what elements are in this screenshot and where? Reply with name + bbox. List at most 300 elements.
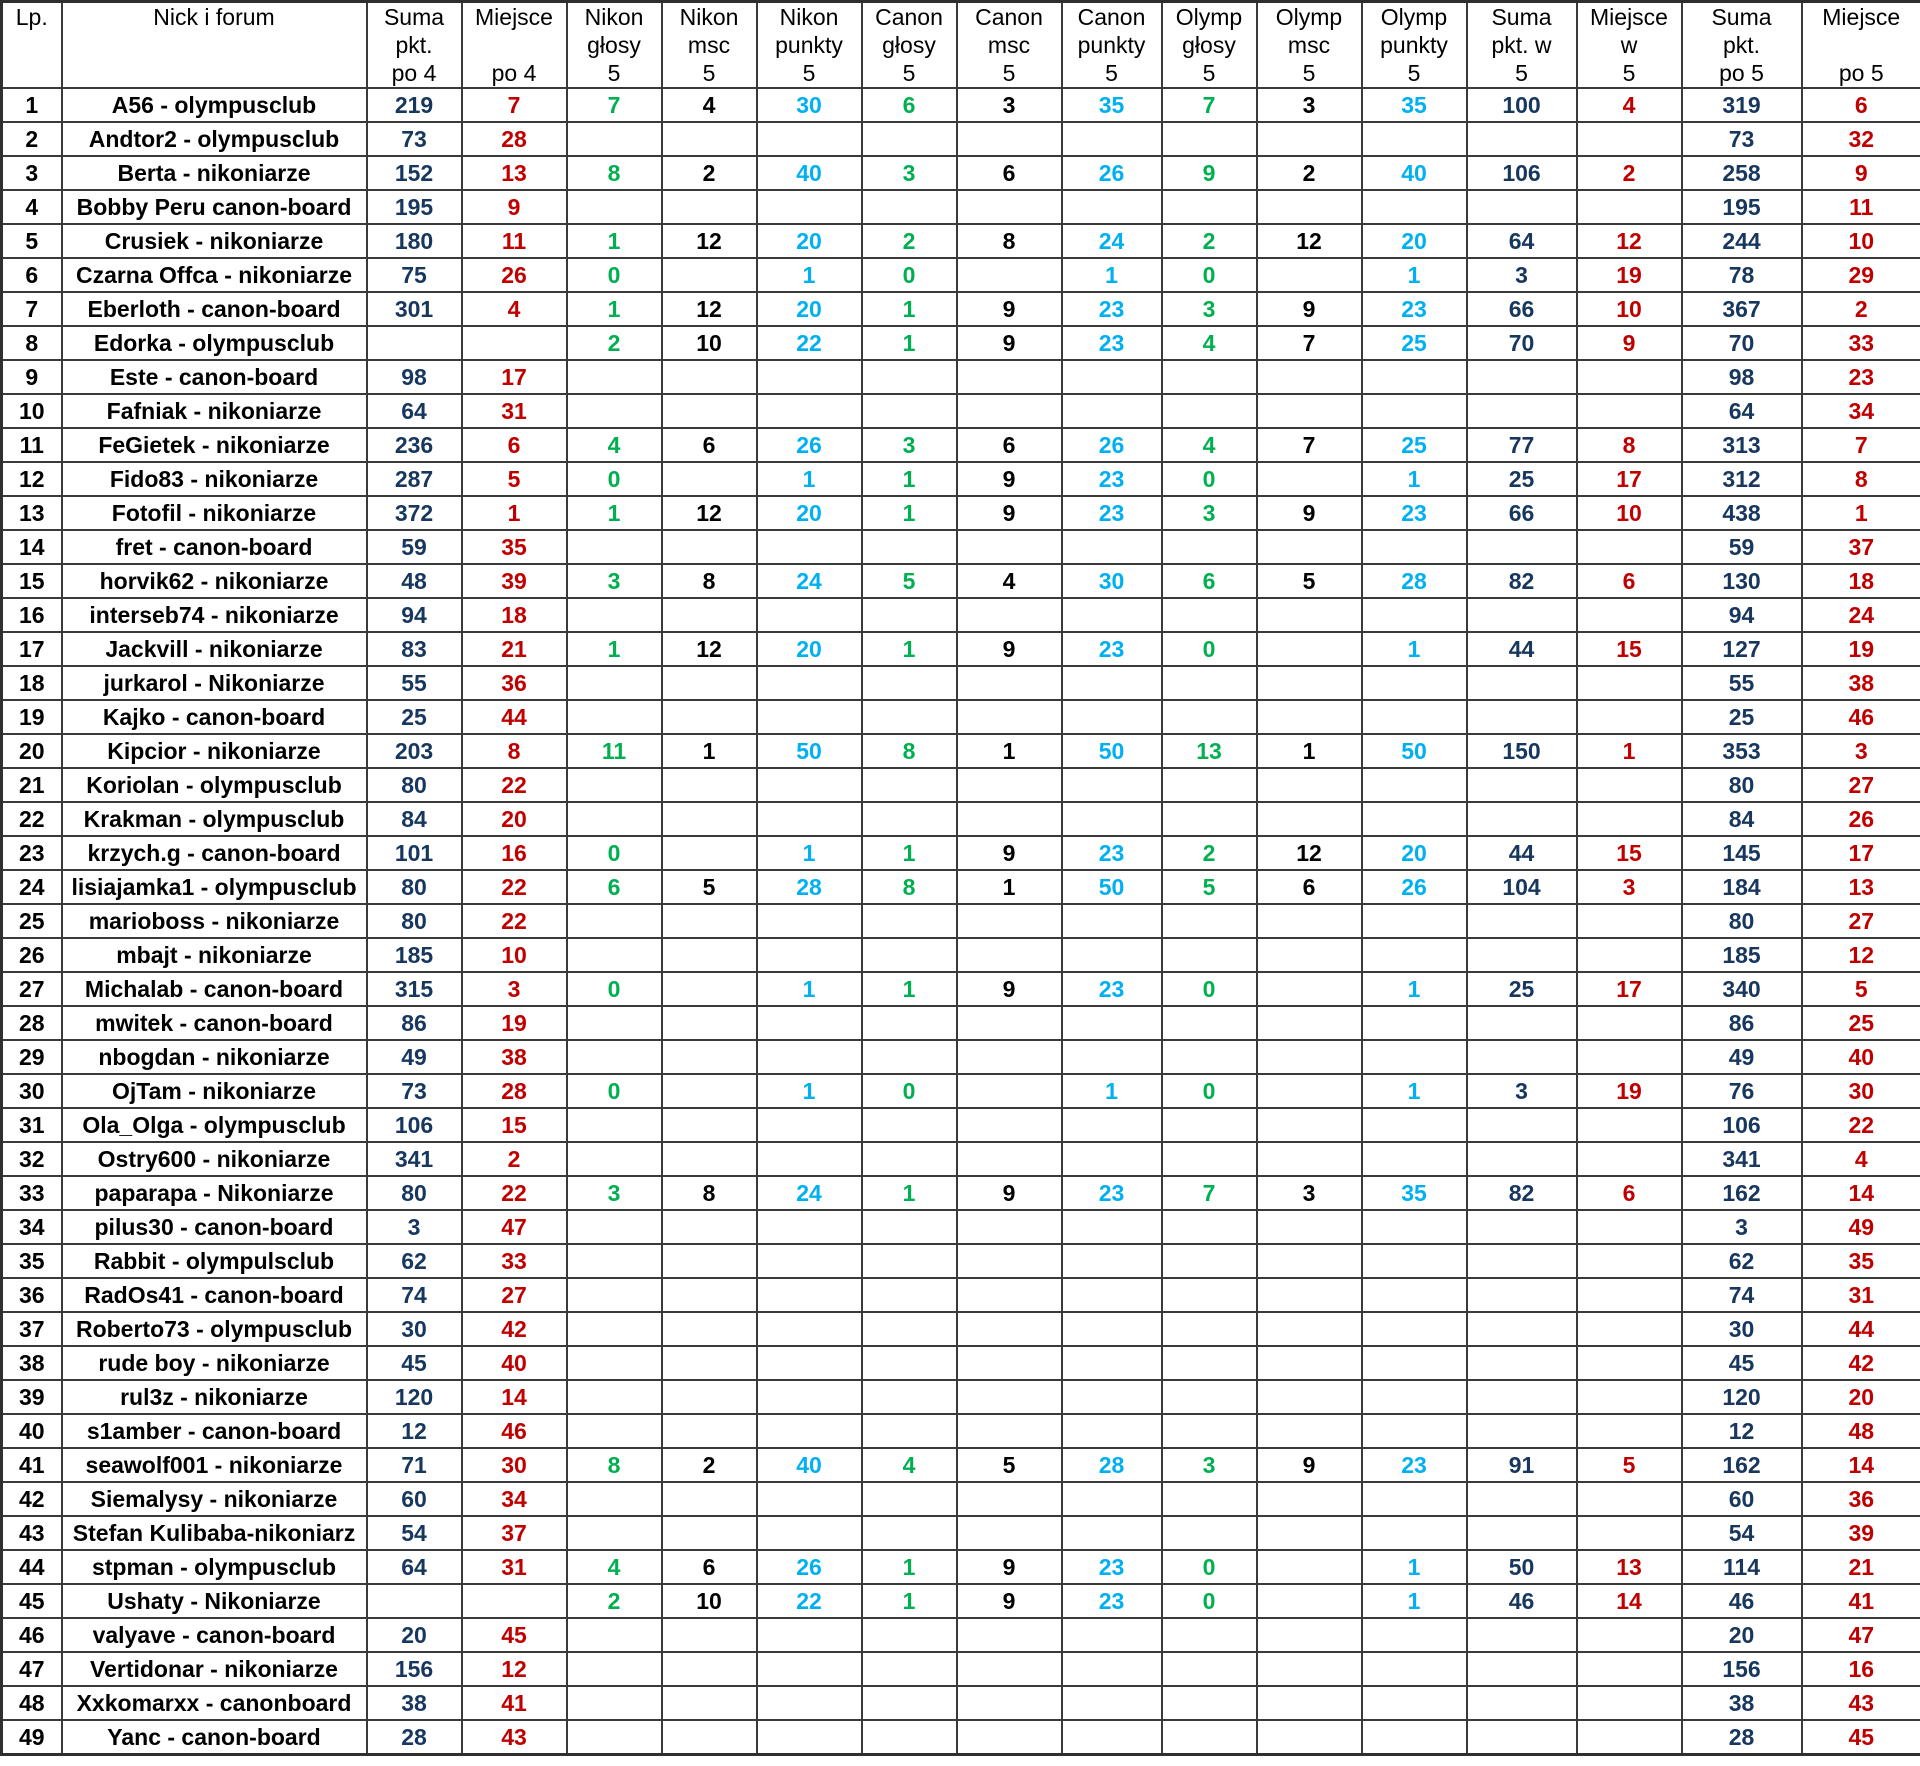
- header-line: Olymp: [1175, 4, 1243, 30]
- cell-mpo5: 31: [1802, 1278, 1920, 1312]
- cell-og: [1162, 1210, 1257, 1244]
- cell-mw5: 2: [1577, 156, 1682, 190]
- cell-nick: OjTam - nikoniarze: [62, 1074, 367, 1108]
- cell-sw5: 50: [1467, 1550, 1577, 1584]
- header-line: głosy: [587, 32, 641, 58]
- cell-cg: 1: [862, 1584, 957, 1618]
- cell-sw5: [1467, 904, 1577, 938]
- cell-spo5: 74: [1682, 1278, 1802, 1312]
- cell-nm: 8: [662, 1176, 757, 1210]
- cell-mpo5: 42: [1802, 1346, 1920, 1380]
- cell-lp: 1: [2, 88, 62, 122]
- cell-cg: 6: [862, 88, 957, 122]
- cell-cm: [957, 1312, 1062, 1346]
- cell-lp: 8: [2, 326, 62, 360]
- cell-op: [1362, 768, 1467, 802]
- cell-mw5: [1577, 1346, 1682, 1380]
- cell-spo5: 80: [1682, 904, 1802, 938]
- cell-ng: 0: [567, 972, 662, 1006]
- cell-sw5: [1467, 122, 1577, 156]
- cell-np: 24: [757, 564, 862, 598]
- cell-nick: fret - canon-board: [62, 530, 367, 564]
- cell-nick: interseb74 - nikoniarze: [62, 598, 367, 632]
- table-row: [2, 1210, 1920, 1244]
- column-header-m4: [462, 2, 567, 89]
- cell-ng: [567, 666, 662, 700]
- cell-m4: 45: [462, 1618, 567, 1652]
- cell-mpo5: 16: [1802, 1652, 1920, 1686]
- cell-mw5: [1577, 530, 1682, 564]
- cell-op: [1362, 1686, 1467, 1720]
- table-row: [2, 292, 1920, 326]
- cell-cg: [862, 394, 957, 428]
- cell-spo5: 145: [1682, 836, 1802, 870]
- column-header-cm: [957, 2, 1062, 89]
- cell-mpo5: 11: [1802, 190, 1920, 224]
- cell-cm: [957, 700, 1062, 734]
- cell-og: [1162, 190, 1257, 224]
- cell-spo5: 45: [1682, 1346, 1802, 1380]
- cell-cp: [1062, 530, 1162, 564]
- cell-suma4: 38: [367, 1686, 462, 1720]
- cell-cp: [1062, 598, 1162, 632]
- cell-np: 40: [757, 156, 862, 190]
- cell-nm: [662, 802, 757, 836]
- cell-spo5: 59: [1682, 530, 1802, 564]
- cell-mw5: [1577, 1278, 1682, 1312]
- cell-suma4: 73: [367, 1074, 462, 1108]
- cell-cg: 8: [862, 870, 957, 904]
- cell-mw5: [1577, 666, 1682, 700]
- cell-og: 9: [1162, 156, 1257, 190]
- header-line: w: [1620, 32, 1638, 58]
- header-line: msc: [987, 32, 1031, 58]
- cell-nm: 12: [662, 224, 757, 258]
- cell-op: [1362, 530, 1467, 564]
- cell-op: [1362, 1312, 1467, 1346]
- cell-og: [1162, 1278, 1257, 1312]
- cell-ng: 3: [567, 564, 662, 598]
- cell-cp: [1062, 1312, 1162, 1346]
- header-line: pkt. w: [1491, 32, 1552, 58]
- cell-cm: 9: [957, 1550, 1062, 1584]
- header-line: punkty: [1077, 32, 1146, 58]
- cell-sw5: 44: [1467, 836, 1577, 870]
- cell-og: 0: [1162, 632, 1257, 666]
- cell-cg: 0: [862, 1074, 957, 1108]
- cell-om: [1257, 1516, 1362, 1550]
- column-header-cg: [862, 2, 957, 89]
- cell-cp: [1062, 1618, 1162, 1652]
- column-header-mw5: [1577, 2, 1682, 89]
- cell-mpo5: 37: [1802, 530, 1920, 564]
- cell-nick: Andtor2 - olympusclub: [62, 122, 367, 156]
- cell-om: 9: [1257, 292, 1362, 326]
- cell-m4: 41: [462, 1686, 567, 1720]
- cell-nm: 1: [662, 734, 757, 768]
- cell-nick: Fafniak - nikoniarze: [62, 394, 367, 428]
- cell-ng: 1: [567, 632, 662, 666]
- cell-np: [757, 1108, 862, 1142]
- cell-op: [1362, 700, 1467, 734]
- cell-cm: [957, 1244, 1062, 1278]
- cell-cm: [957, 904, 1062, 938]
- cell-ng: [567, 1244, 662, 1278]
- cell-m4: 6: [462, 428, 567, 462]
- cell-suma4: 12: [367, 1414, 462, 1448]
- cell-nick: Crusiek - nikoniarze: [62, 224, 367, 258]
- cell-op: [1362, 1244, 1467, 1278]
- cell-nick: seawolf001 - nikoniarze: [62, 1448, 367, 1482]
- cell-cg: 5: [862, 564, 957, 598]
- cell-cp: 1: [1062, 1074, 1162, 1108]
- header-line: Canon: [875, 4, 943, 30]
- cell-m4: 9: [462, 190, 567, 224]
- cell-np: 20: [757, 496, 862, 530]
- cell-cg: 1: [862, 292, 957, 326]
- cell-mpo5: 7: [1802, 428, 1920, 462]
- cell-nm: [662, 1482, 757, 1516]
- cell-ng: [567, 598, 662, 632]
- table-row: [2, 1584, 1920, 1618]
- cell-suma4: 341: [367, 1142, 462, 1176]
- cell-mpo5: 24: [1802, 598, 1920, 632]
- cell-mw5: 10: [1577, 496, 1682, 530]
- cell-og: 0: [1162, 258, 1257, 292]
- cell-om: [1257, 1108, 1362, 1142]
- cell-nick: Rabbit - olympulsclub: [62, 1244, 367, 1278]
- cell-spo5: 12: [1682, 1414, 1802, 1448]
- cell-sw5: [1467, 1312, 1577, 1346]
- cell-suma4: 101: [367, 836, 462, 870]
- cell-np: 28: [757, 870, 862, 904]
- header-line: Canon: [1077, 4, 1146, 30]
- cell-op: 25: [1362, 428, 1467, 462]
- cell-op: [1362, 1346, 1467, 1380]
- cell-m4: 2: [462, 1142, 567, 1176]
- cell-lp: 48: [2, 1686, 62, 1720]
- cell-og: 0: [1162, 1550, 1257, 1584]
- cell-m4: 33: [462, 1244, 567, 1278]
- cell-cm: [957, 530, 1062, 564]
- header-line: Suma: [1711, 4, 1772, 30]
- cell-m4: 34: [462, 1482, 567, 1516]
- cell-mpo5: 6: [1802, 88, 1920, 122]
- cell-mpo5: 26: [1802, 802, 1920, 836]
- cell-ng: 3: [567, 1176, 662, 1210]
- table-row: [2, 1108, 1920, 1142]
- cell-ng: [567, 700, 662, 734]
- cell-suma4: 54: [367, 1516, 462, 1550]
- cell-suma4: [367, 326, 462, 360]
- header-line: po 5: [1719, 60, 1764, 86]
- cell-lp: 10: [2, 394, 62, 428]
- cell-op: 35: [1362, 88, 1467, 122]
- table-row: [2, 768, 1920, 802]
- cell-spo5: 353: [1682, 734, 1802, 768]
- cell-spo5: 70: [1682, 326, 1802, 360]
- cell-og: [1162, 700, 1257, 734]
- cell-og: [1162, 1516, 1257, 1550]
- table-row: [2, 700, 1920, 734]
- cell-ng: [567, 360, 662, 394]
- cell-og: 2: [1162, 224, 1257, 258]
- cell-sw5: [1467, 1414, 1577, 1448]
- cell-og: [1162, 1006, 1257, 1040]
- cell-mpo5: 14: [1802, 1448, 1920, 1482]
- cell-om: [1257, 1074, 1362, 1108]
- cell-cm: [957, 802, 1062, 836]
- cell-ng: [567, 1142, 662, 1176]
- cell-nick: pilus30 - canon-board: [62, 1210, 367, 1244]
- cell-nick: RadOs41 - canon-board: [62, 1278, 367, 1312]
- cell-om: [1257, 768, 1362, 802]
- cell-cg: [862, 1346, 957, 1380]
- table-row: [2, 394, 1920, 428]
- cell-og: [1162, 1312, 1257, 1346]
- cell-lp: 21: [2, 768, 62, 802]
- cell-om: [1257, 1210, 1362, 1244]
- cell-cm: [957, 1040, 1062, 1074]
- cell-cm: 3: [957, 88, 1062, 122]
- cell-og: [1162, 598, 1257, 632]
- cell-og: [1162, 1482, 1257, 1516]
- cell-ng: [567, 1312, 662, 1346]
- cell-og: 13: [1162, 734, 1257, 768]
- cell-cp: 28: [1062, 1448, 1162, 1482]
- cell-ng: 4: [567, 428, 662, 462]
- cell-lp: 22: [2, 802, 62, 836]
- cell-mpo5: 12: [1802, 938, 1920, 972]
- cell-op: 20: [1362, 836, 1467, 870]
- table-row: [2, 1652, 1920, 1686]
- cell-cg: [862, 1244, 957, 1278]
- cell-op: 1: [1362, 462, 1467, 496]
- cell-om: [1257, 1006, 1362, 1040]
- cell-cg: [862, 1482, 957, 1516]
- cell-spo5: 341: [1682, 1142, 1802, 1176]
- cell-suma4: 372: [367, 496, 462, 530]
- cell-op: 1: [1362, 1550, 1467, 1584]
- cell-lp: 42: [2, 1482, 62, 1516]
- cell-op: [1362, 1108, 1467, 1142]
- cell-om: [1257, 122, 1362, 156]
- cell-op: [1362, 1482, 1467, 1516]
- cell-m4: 22: [462, 904, 567, 938]
- cell-mpo5: 45: [1802, 1720, 1920, 1755]
- header-line: [63, 59, 366, 87]
- cell-op: 26: [1362, 870, 1467, 904]
- cell-suma4: 20: [367, 1618, 462, 1652]
- cell-spo5: 106: [1682, 1108, 1802, 1142]
- cell-og: [1162, 802, 1257, 836]
- cell-cg: [862, 530, 957, 564]
- table-row: [2, 1720, 1920, 1755]
- header-line: 5: [1407, 60, 1421, 86]
- table-row: [2, 156, 1920, 190]
- cell-nm: [662, 1244, 757, 1278]
- cell-ng: [567, 802, 662, 836]
- cell-cp: [1062, 1482, 1162, 1516]
- cell-spo5: 80: [1682, 768, 1802, 802]
- cell-cp: [1062, 1652, 1162, 1686]
- cell-suma4: 25: [367, 700, 462, 734]
- cell-nm: [662, 1618, 757, 1652]
- cell-spo5: 55: [1682, 666, 1802, 700]
- cell-spo5: 130: [1682, 564, 1802, 598]
- cell-np: 40: [757, 1448, 862, 1482]
- cell-np: 26: [757, 1550, 862, 1584]
- cell-np: 20: [757, 292, 862, 326]
- cell-suma4: 73: [367, 122, 462, 156]
- cell-og: 4: [1162, 428, 1257, 462]
- cell-sw5: [1467, 190, 1577, 224]
- cell-np: 50: [757, 734, 862, 768]
- table-row: [2, 1278, 1920, 1312]
- cell-lp: 20: [2, 734, 62, 768]
- cell-nick: Vertidonar - nikoniarze: [62, 1652, 367, 1686]
- column-header-suma4: [367, 2, 462, 89]
- cell-cp: [1062, 1006, 1162, 1040]
- table-row: [2, 972, 1920, 1006]
- cell-suma4: 45: [367, 1346, 462, 1380]
- cell-m4: 28: [462, 122, 567, 156]
- cell-np: [757, 1720, 862, 1755]
- cell-cm: 9: [957, 326, 1062, 360]
- cell-cp: [1062, 1210, 1162, 1244]
- cell-op: 23: [1362, 1448, 1467, 1482]
- header-line: 5: [802, 60, 816, 86]
- cell-cg: [862, 1142, 957, 1176]
- cell-cm: [957, 1482, 1062, 1516]
- cell-nm: 12: [662, 496, 757, 530]
- cell-og: 2: [1162, 836, 1257, 870]
- cell-cm: 9: [957, 462, 1062, 496]
- cell-cg: [862, 1210, 957, 1244]
- cell-og: 7: [1162, 1176, 1257, 1210]
- cell-mw5: 5: [1577, 1448, 1682, 1482]
- cell-cg: [862, 1040, 957, 1074]
- cell-lp: 12: [2, 462, 62, 496]
- header-line: 5: [1202, 60, 1216, 86]
- table-row: [2, 122, 1920, 156]
- cell-om: [1257, 462, 1362, 496]
- cell-mpo5: 33: [1802, 326, 1920, 360]
- cell-mpo5: 44: [1802, 1312, 1920, 1346]
- cell-np: [757, 360, 862, 394]
- cell-cm: 9: [957, 1584, 1062, 1618]
- cell-lp: 2: [2, 122, 62, 156]
- cell-om: [1257, 1652, 1362, 1686]
- cell-spo5: 62: [1682, 1244, 1802, 1278]
- cell-nm: 2: [662, 1448, 757, 1482]
- header-line: Nikon: [584, 4, 644, 30]
- cell-nm: [662, 462, 757, 496]
- cell-mw5: [1577, 1108, 1682, 1142]
- cell-nick: Siemalysy - nikoniarze: [62, 1482, 367, 1516]
- cell-spo5: 127: [1682, 632, 1802, 666]
- cell-nick: jurkarol - Nikoniarze: [62, 666, 367, 700]
- cell-m4: 43: [462, 1720, 567, 1755]
- cell-cp: [1062, 700, 1162, 734]
- cell-nm: [662, 904, 757, 938]
- cell-cg: 1: [862, 972, 957, 1006]
- cell-om: 1: [1257, 734, 1362, 768]
- cell-op: 1: [1362, 1074, 1467, 1108]
- cell-cm: [957, 122, 1062, 156]
- cell-cm: 5: [957, 1448, 1062, 1482]
- cell-lp: 23: [2, 836, 62, 870]
- cell-mw5: [1577, 1380, 1682, 1414]
- cell-cg: [862, 938, 957, 972]
- cell-nm: [662, 1380, 757, 1414]
- cell-lp: 9: [2, 360, 62, 394]
- cell-om: 3: [1257, 88, 1362, 122]
- cell-cp: [1062, 802, 1162, 836]
- cell-op: [1362, 938, 1467, 972]
- cell-nm: [662, 1108, 757, 1142]
- cell-cp: [1062, 1686, 1162, 1720]
- cell-sw5: [1467, 1210, 1577, 1244]
- cell-mpo5: 41: [1802, 1584, 1920, 1618]
- cell-spo5: 438: [1682, 496, 1802, 530]
- header-line: Miejsce: [475, 4, 553, 30]
- cell-nm: [662, 1312, 757, 1346]
- column-header-om: [1257, 2, 1362, 89]
- cell-lp: 37: [2, 1312, 62, 1346]
- cell-cg: 1: [862, 632, 957, 666]
- cell-op: 1: [1362, 972, 1467, 1006]
- header-line: głosy: [882, 32, 936, 58]
- cell-cp: [1062, 1040, 1162, 1074]
- cell-lp: 49: [2, 1720, 62, 1755]
- header-line: punkty: [1380, 32, 1448, 58]
- cell-cp: 23: [1062, 496, 1162, 530]
- cell-ng: [567, 1686, 662, 1720]
- cell-suma4: 75: [367, 258, 462, 292]
- cell-mw5: 15: [1577, 836, 1682, 870]
- cell-mw5: [1577, 1244, 1682, 1278]
- cell-sw5: 25: [1467, 462, 1577, 496]
- cell-m4: 3: [462, 972, 567, 1006]
- cell-suma4: 98: [367, 360, 462, 394]
- cell-cp: 23: [1062, 1584, 1162, 1618]
- cell-og: [1162, 360, 1257, 394]
- cell-cp: 30: [1062, 564, 1162, 598]
- cell-cg: [862, 1618, 957, 1652]
- cell-mw5: [1577, 1618, 1682, 1652]
- cell-lp: 17: [2, 632, 62, 666]
- cell-sw5: 82: [1467, 1176, 1577, 1210]
- cell-ng: 1: [567, 292, 662, 326]
- cell-np: [757, 190, 862, 224]
- cell-ng: 8: [567, 1448, 662, 1482]
- cell-mpo5: 22: [1802, 1108, 1920, 1142]
- header-line: Olymp: [1275, 4, 1343, 30]
- cell-nm: 6: [662, 428, 757, 462]
- column-header-spo5: [1682, 2, 1802, 89]
- cell-nick: Kipcior - nikoniarze: [62, 734, 367, 768]
- cell-mpo5: 27: [1802, 904, 1920, 938]
- column-header-nick: [62, 2, 367, 89]
- cell-om: [1257, 394, 1362, 428]
- cell-cp: [1062, 1720, 1162, 1755]
- cell-cm: [957, 1652, 1062, 1686]
- cell-og: [1162, 1720, 1257, 1755]
- cell-m4: 42: [462, 1312, 567, 1346]
- cell-cg: 1: [862, 1176, 957, 1210]
- cell-cp: [1062, 938, 1162, 972]
